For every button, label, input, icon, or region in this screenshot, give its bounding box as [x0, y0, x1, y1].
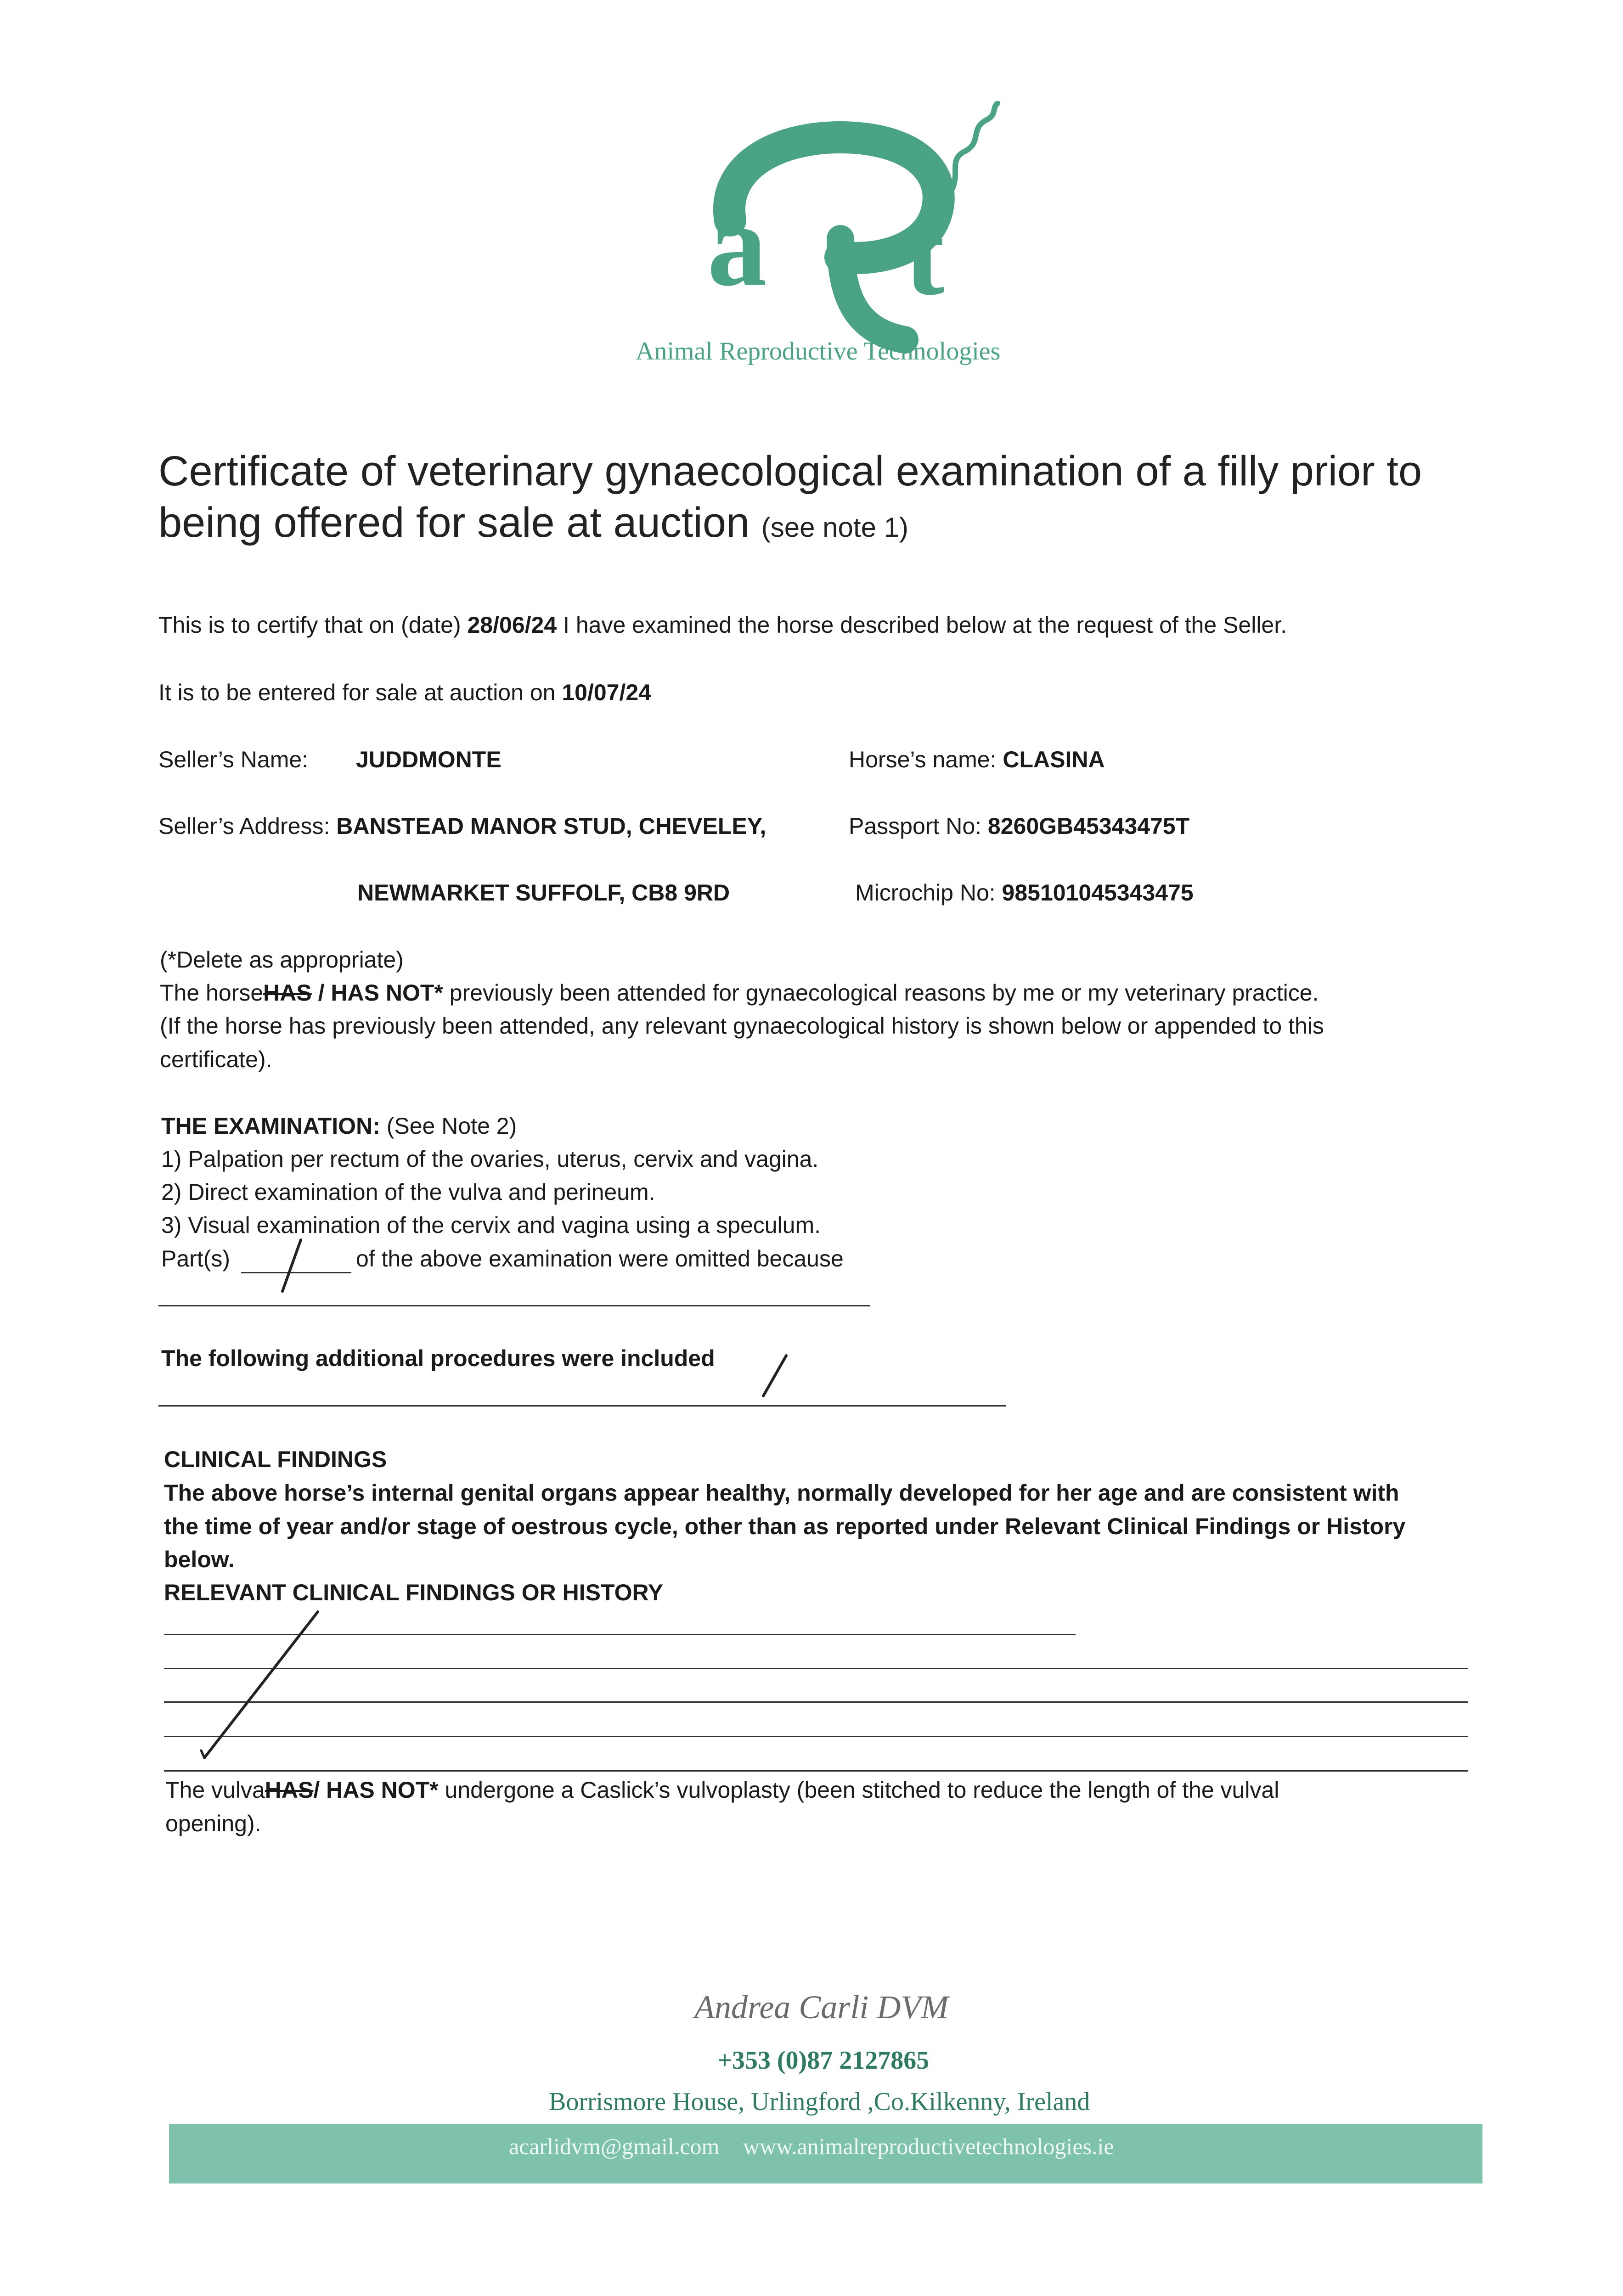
seller-name: JUDDMONTE	[356, 747, 502, 772]
page-title-line1: Certificate of veterinary gynaecological examination of a filly prior to	[158, 448, 1422, 495]
passport-number: 8260GB45343475T	[987, 813, 1190, 839]
examination-heading: THE EXAMINATION:	[161, 1113, 380, 1139]
logo-subtitle: Animal Reproductive Technologies	[636, 337, 1001, 366]
certify-prefix: This is to certify that on (date)	[158, 612, 461, 638]
page-title-text: being offered for sale at auction	[158, 499, 750, 546]
caslick-suffix: undergone a Caslick’s vulvoplasty (been stitched to reduce the length of the vulval	[445, 1777, 1279, 1803]
svg-text:a: a	[707, 179, 767, 311]
seller-address-line1: BANSTEAD MANOR STUD, CHEVELEY,	[336, 813, 766, 839]
delete-note: (*Delete as appropriate)	[160, 947, 404, 973]
passport-row	[849, 810, 1189, 843]
microchip-number: 985101045343475	[1002, 880, 1194, 906]
omitted-suffix: of the above examination were omitted because	[356, 1246, 844, 1272]
passport-label: Passport No:	[849, 813, 982, 839]
horse-name-row	[849, 743, 1105, 777]
attendance-suffix: previously been attended for gynaecological reasons by me or my veterinary practice.	[449, 980, 1319, 1006]
findings-line	[164, 1770, 1468, 1772]
omitted-parts-line	[241, 1272, 351, 1273]
additional-slash-mark	[763, 1356, 786, 1396]
attendance-line1	[160, 976, 1319, 1010]
omitted-reason-line	[158, 1305, 870, 1306]
examination-item: 2) Direct examination of the vulva and perineum.	[161, 1179, 655, 1205]
page-title-line2	[158, 497, 908, 553]
attendance-selected: / HAS NOT*	[318, 980, 443, 1006]
vet-email[interactable]: acarlidvm@gmail.com	[509, 2133, 720, 2159]
vet-name: Andrea Carli DVM	[694, 1989, 949, 2026]
exam-date: 28/06/24	[467, 612, 557, 638]
horse-name-label: Horse’s name:	[849, 747, 997, 772]
clinical-line2: the time of year and/or stage of oestrous cycle, other than as reported under Relevant Clinical Findings or History	[164, 1514, 1406, 1539]
microchip-row	[855, 876, 1194, 910]
caslick-selected: / HAS NOT*	[313, 1777, 439, 1803]
auction-line	[158, 676, 651, 709]
omitted-slash-mark	[282, 1240, 301, 1291]
clinical-line3: below.	[164, 1547, 235, 1572]
attendance-line2: (If the horse has previously been attended, any relevant gynaecological history is shown below or appended to this	[160, 1013, 1324, 1039]
attendance-struck: HAS	[263, 980, 312, 1006]
seller-address-row	[158, 810, 766, 843]
vet-website[interactable]: www.animalreproductivetechnologies.ie	[743, 2133, 1114, 2159]
examination-heading-row	[161, 1109, 517, 1143]
additional-label: The following additional procedures were included	[161, 1345, 715, 1371]
findings-line	[164, 1701, 1468, 1703]
examination-item: 1) Palpation per rectum of the ovaries, uterus, cervix and vagina.	[161, 1146, 819, 1172]
attendance-line3: certificate).	[160, 1047, 272, 1072]
certify-suffix: I have examined the horse described below at the request of the Seller.	[563, 612, 1287, 638]
findings-slash-tick	[201, 1750, 204, 1758]
caslick-prefix: The vulva	[165, 1777, 265, 1803]
caslick-line1	[165, 1773, 1279, 1807]
caslick-struck: HAS	[265, 1777, 314, 1803]
findings-line	[164, 1634, 1076, 1635]
findings-line	[164, 1736, 1468, 1737]
seller-address-label: Seller’s Address:	[158, 813, 330, 839]
auction-prefix: It is to be entered for sale at auction on	[158, 680, 556, 705]
vet-address: Borrismore House, Urlingford ,Co.Kilkenny, Ireland	[549, 2088, 1090, 2116]
examination-item: 3) Visual examination of the cervix and vagina using a speculum.	[161, 1212, 821, 1238]
svg-text:t: t	[905, 188, 945, 320]
art-logo-icon	[689, 101, 1010, 358]
certify-line	[158, 608, 1287, 642]
attendance-prefix: The horse	[160, 980, 264, 1006]
auction-date: 10/07/24	[562, 680, 651, 705]
seller-name-label: Seller’s Name:	[158, 747, 309, 772]
horse-name: CLASINA	[1003, 747, 1105, 772]
caslick-line2: opening).	[165, 1811, 261, 1836]
footer-band	[169, 2124, 1482, 2183]
seller-address-line2: NEWMARKET SUFFOLF, CB8 9RD	[357, 880, 730, 906]
clinical-line1: The above horse’s internal genital organs appear healthy, normally developed for her age and are consistent with	[164, 1480, 1399, 1506]
examination-heading-note: (See Note 2)	[386, 1113, 517, 1139]
clinical-heading: CLINICAL FINDINGS	[164, 1446, 387, 1472]
findings-line	[164, 1668, 1468, 1669]
title-note: (see note 1)	[761, 512, 908, 543]
relevant-findings-heading: RELEVANT CLINICAL FINDINGS OR HISTORY	[164, 1580, 664, 1605]
additional-line	[158, 1405, 1006, 1407]
vet-phone: +353 (0)87 2127865	[717, 2046, 930, 2075]
microchip-label: Microchip No:	[855, 880, 996, 906]
omitted-prefix: Part(s)	[161, 1246, 230, 1272]
